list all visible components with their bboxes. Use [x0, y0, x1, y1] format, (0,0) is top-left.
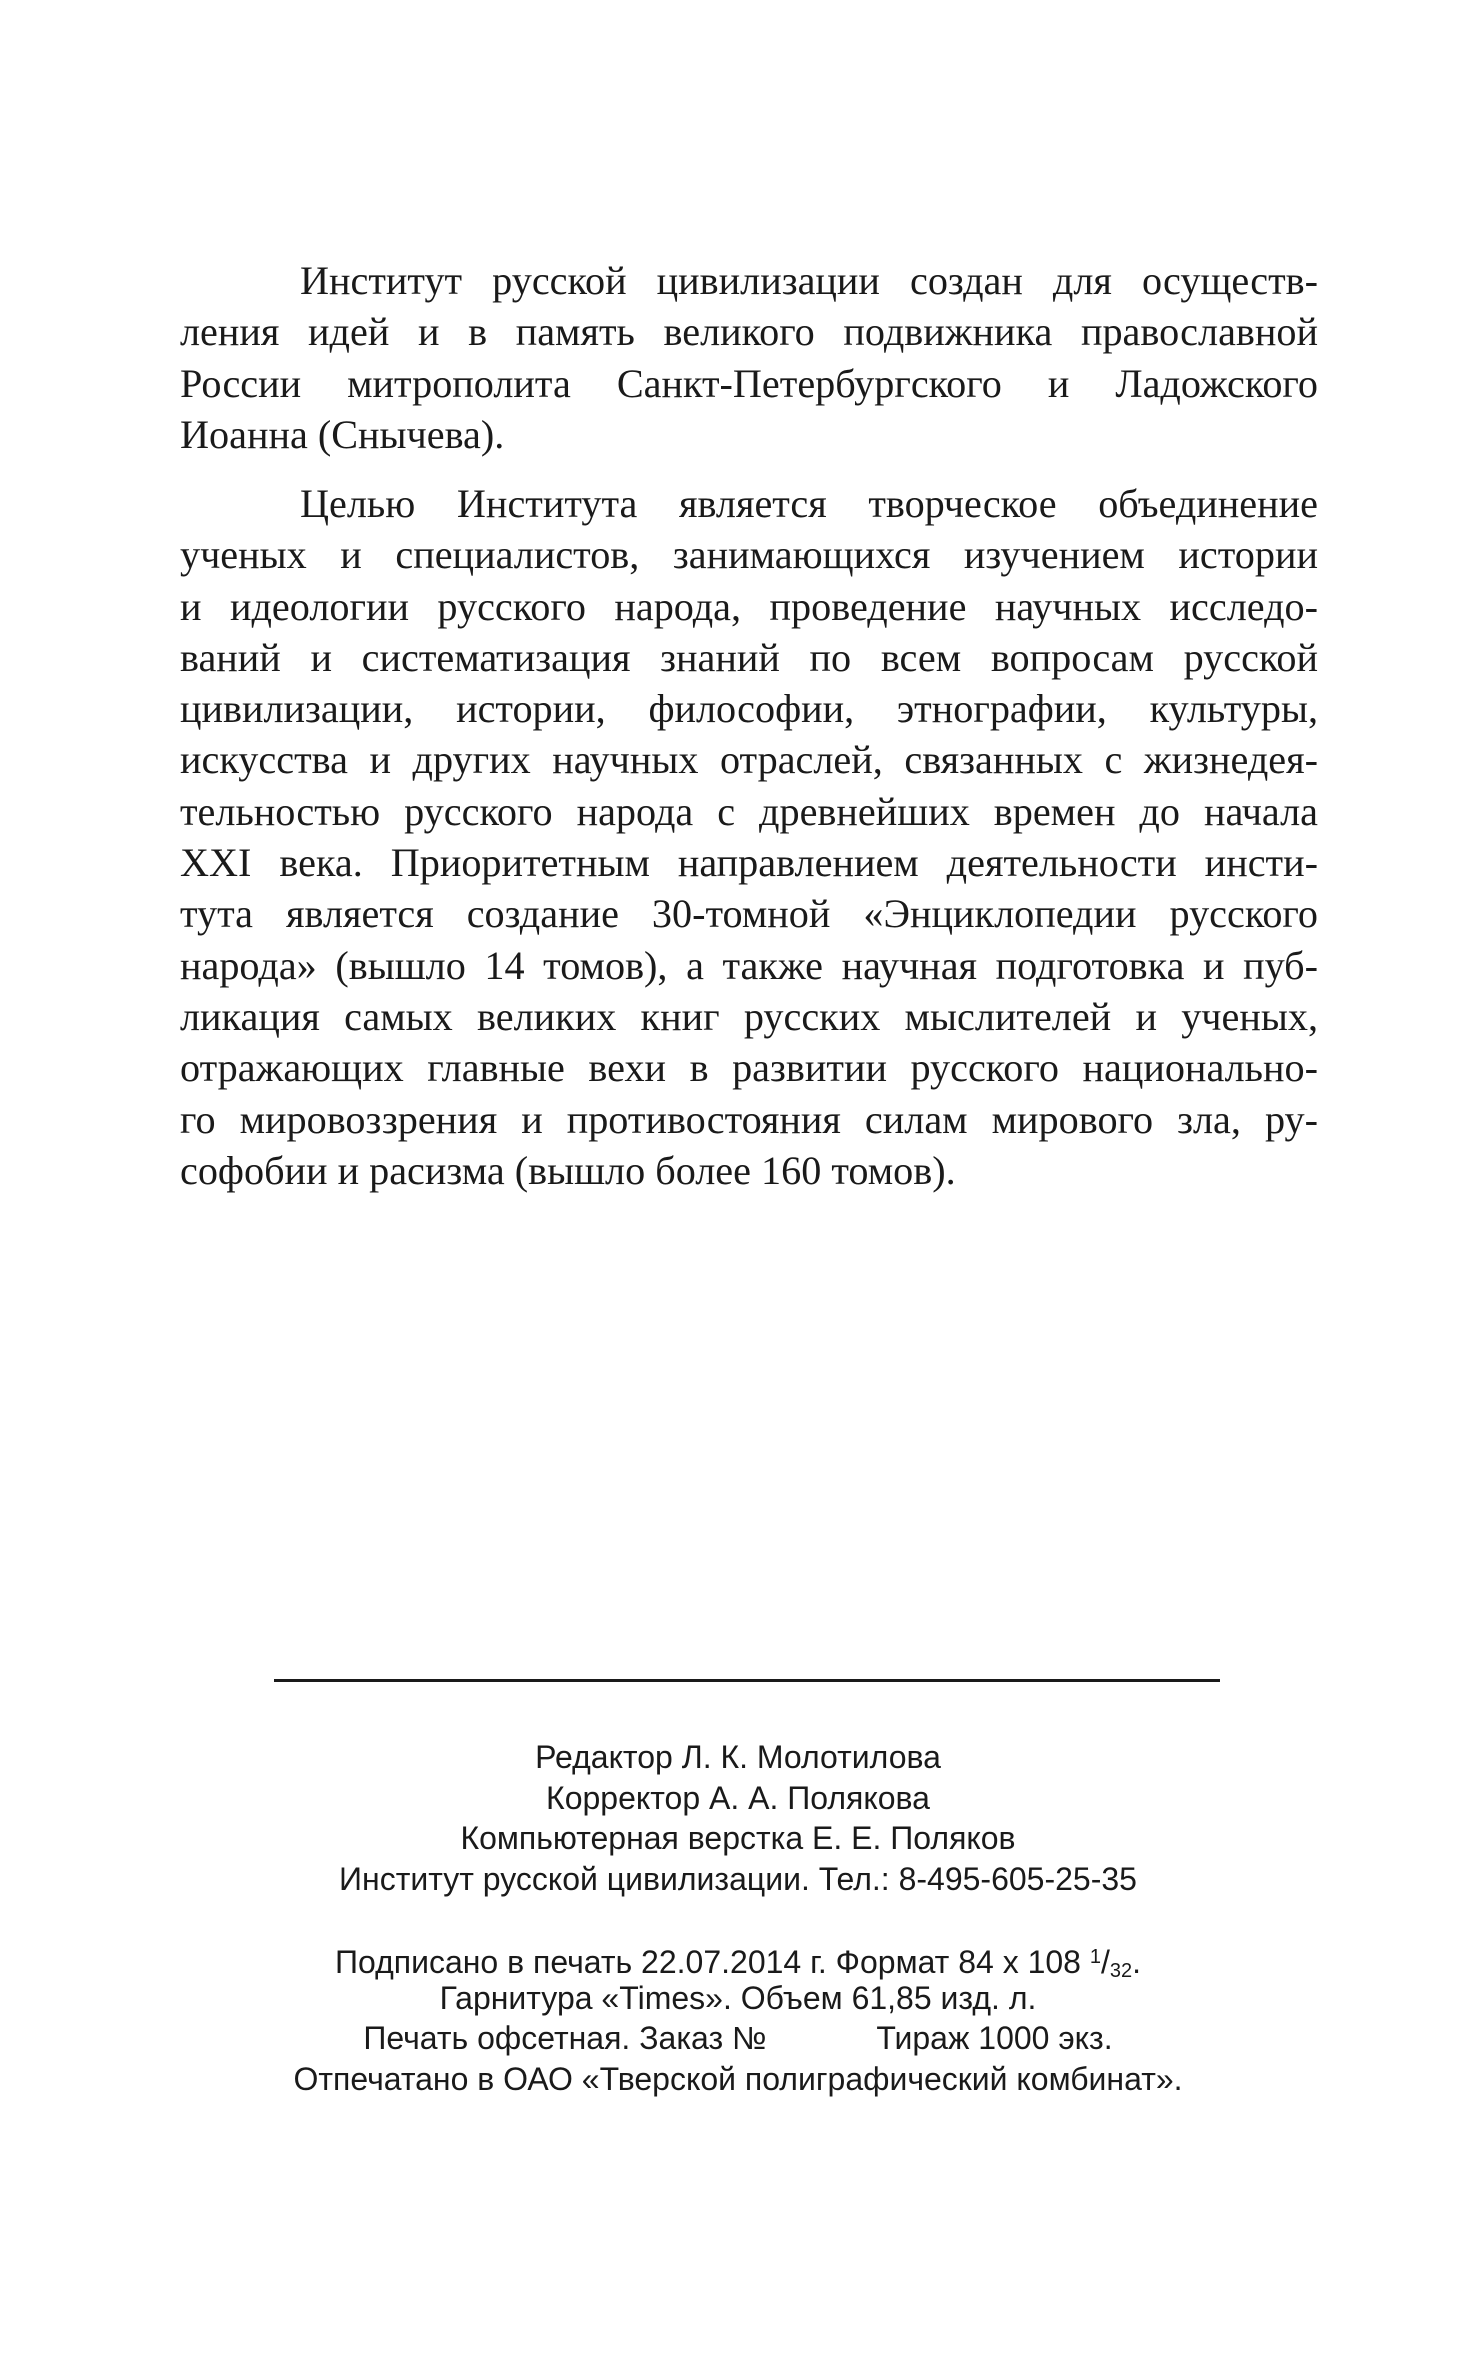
- signed-text: Подписано в печать 22.07.2014 г. Формат 84 х 108: [334, 1944, 1081, 1980]
- order-circulation-line: [0, 2018, 1476, 2059]
- paragraph-line: ликация самых великих книг русских мыслителей и ученых,: [180, 993, 1318, 1039]
- divider-rule: [274, 1679, 1220, 1682]
- format-end: .: [1132, 1944, 1142, 1980]
- paragraph-line: России митрополита Санкт-Петербургского и Ладожского: [180, 360, 1318, 406]
- paragraph-line: народа» (вышло 14 томов), а также научная подготовка и пуб-: [180, 942, 1318, 988]
- format-denominator: 32: [1109, 1960, 1133, 1982]
- signed-format-line: [0, 1937, 1476, 1982]
- paragraph-line: Иоанна (Снычева).: [180, 411, 505, 457]
- printed-at-line: Отпечатано в ОАО «Тверской полиграфический комбинат».: [293, 2060, 1183, 2097]
- paragraph-line: искусства и других научных отраслей, связанных с жизнедея-: [180, 737, 1318, 783]
- paragraph-line: го мировоззрения и противостояния силам мирового зла, ру-: [180, 1096, 1318, 1142]
- paragraph-institute-founding: [180, 255, 1318, 460]
- printing-block: [0, 1937, 1476, 2099]
- format-slash: /: [1100, 1944, 1110, 1980]
- paragraph-line: софобии и расизма (вышло более 160 томов).: [180, 1147, 956, 1193]
- credits-block: [0, 1737, 1476, 1899]
- paragraph-line: отражающих главные вехи в развитии русского национально-: [180, 1045, 1318, 1091]
- institute-phone-line: Институт русской цивилизации. Тел.: 8-495-605-25-35: [339, 1860, 1137, 1897]
- layout-line: Компьютерная верстка Е. Е. Поляков: [460, 1820, 1016, 1856]
- paragraph-line: и идеологии русского народа, проведение научных исследо-: [180, 583, 1318, 629]
- paragraph-line: Целью Института является творческое объединение: [300, 481, 1318, 526]
- typeface-volume-line: Гарнитура «Times». Объем 61,85 изд. л.: [439, 1979, 1037, 2016]
- order-text: Печать офсетная. Заказ №: [363, 2020, 767, 2056]
- editor-line: Редактор Л. К. Молотилова: [535, 1739, 941, 1775]
- paragraph-line: тута является создание 30-томной «Энциклопедии русского: [180, 891, 1318, 937]
- paragraph-line: Институт русской цивилизации создан для осуществ-: [300, 258, 1318, 303]
- paragraph-institute-goals: [180, 478, 1318, 1196]
- paragraph-line: ления идей и в память великого подвижника православной: [180, 309, 1318, 355]
- format-numerator: 1: [1089, 1946, 1101, 1968]
- paragraph-line: цивилизации, истории, философии, этнографии, культуры,: [180, 686, 1318, 732]
- paragraph-line: XXI века. Приоритетным направлением деятельности инсти-: [180, 840, 1318, 886]
- corrector-line: Корректор А. А. Полякова: [546, 1779, 930, 1816]
- circulation-text: Тираж 1000 экз.: [876, 2020, 1113, 2056]
- paragraph-line: тельностью русского народа с древнейших времен до начала: [180, 788, 1318, 834]
- paragraph-line: ваний и систематизация знаний по всем вопросам русской: [180, 634, 1318, 680]
- paragraph-line: ученых и специалистов, занимающихся изучением истории: [180, 532, 1318, 578]
